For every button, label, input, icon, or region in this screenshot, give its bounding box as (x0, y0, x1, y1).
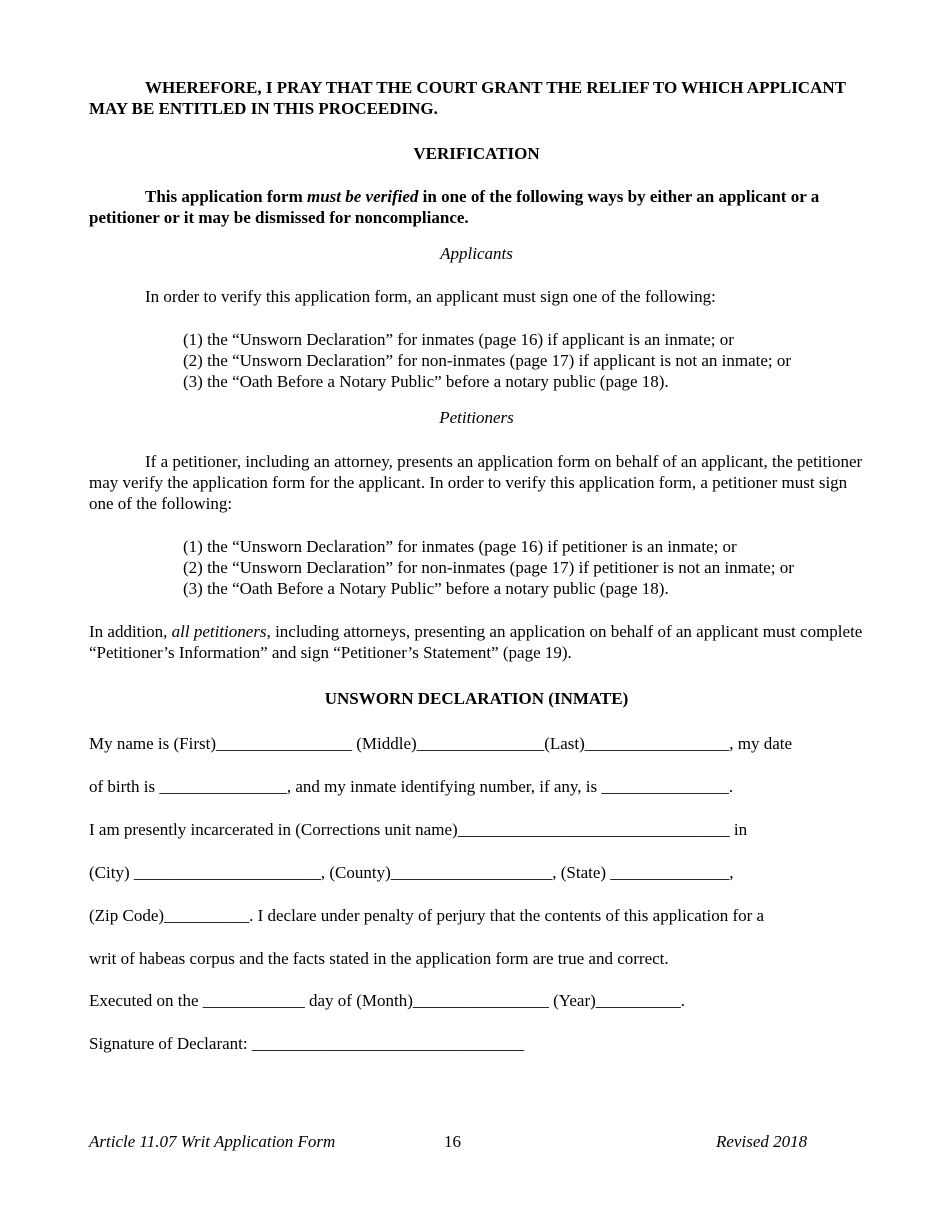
addition-emphasis: all petitioners (171, 622, 267, 641)
petitioners-list (183, 536, 873, 599)
footer-page-number: 16 (444, 1132, 461, 1151)
addition-paragraph (89, 621, 864, 663)
petitioners-instruction: If a petitioner, including an attorney, presents an application form on behalf of an applicant, the petitioner may verify the application form for the applicant. In order to verify this application form, a petitioner must sign one of the following: (89, 452, 863, 513)
footer-form-title: Article 11.07 Writ Application Form (89, 1132, 336, 1151)
addition-text-end: , including attorneys, presenting an application on behalf of an applicant must complete “Petitioner’s Information” and sign “Petitioner’s Statement” (page 19). (89, 622, 863, 662)
declaration-heading: UNSWORN DECLARATION (INMATE) (324, 689, 629, 708)
verification-intro (89, 186, 864, 228)
list-item: (3) the “Oath Before a Notary Public” before a notary public (page 18). (183, 579, 669, 598)
declaration-signature-line: Signature of Declarant: ________________________________ (89, 1034, 524, 1053)
intro-emphasis: must be verified (307, 187, 419, 206)
intro-text-end: in one of the following ways by either an applicant or a petitioner or it may be dismissed for noncompliance. (89, 187, 820, 227)
list-item: (1) the “Unsworn Declaration” for inmates (page 16) if petitioner is an inmate; or (183, 537, 737, 556)
verification-heading: VERIFICATION (413, 144, 540, 163)
addition-text-start: In addition, (89, 622, 172, 641)
declaration-statement-line: writ of habeas corpus and the facts stated in the application form are true and correct. (89, 949, 669, 968)
intro-text-start: This application form (145, 187, 307, 206)
list-item: (1) the “Unsworn Declaration” for inmates (page 16) if applicant is an inmate; or (183, 330, 734, 349)
footer-revision: Revised 2018 (716, 1132, 808, 1151)
list-item: (2) the “Unsworn Declaration” for non-inmates (page 17) if petitioner is not an inmate; or (183, 558, 794, 577)
declaration-executed-line: Executed on the ____________ day of (Month)________________ (Year)__________. (89, 991, 686, 1010)
applicants-instruction: In order to verify this application form, an applicant must sign one of the following: (145, 287, 716, 306)
applicants-list (183, 329, 873, 392)
declaration-unit-line: I am presently incarcerated in (Corrections unit name)________________________________ in (89, 820, 748, 839)
declaration-location-line: (City) ______________________, (County)___________________, (State) ______________, (89, 863, 734, 882)
list-item: (2) the “Unsworn Declaration” for non-inmates (page 17) if applicant is not an inmate; or (183, 351, 792, 370)
list-item: (3) the “Oath Before a Notary Public” before a notary public (page 18). (183, 372, 669, 391)
declaration-zip-line: (Zip Code)__________. I declare under penalty of perjury that the contents of this application for a (89, 906, 765, 925)
declaration-name-line: My name is (First)________________ (Middle)_______________(Last)_________________, my date (89, 734, 793, 753)
declaration-birth-line: of birth is _______________, and my inmate identifying number, if any, is _______________. (89, 777, 734, 796)
applicants-heading: Applicants (440, 244, 513, 263)
petitioners-heading: Petitioners (439, 408, 514, 427)
prayer-paragraph: WHEREFORE, I PRAY THAT THE COURT GRANT THE RELIEF TO WHICH APPLICANT MAY BE ENTITLED IN THIS PROCEEDING. (89, 78, 846, 118)
